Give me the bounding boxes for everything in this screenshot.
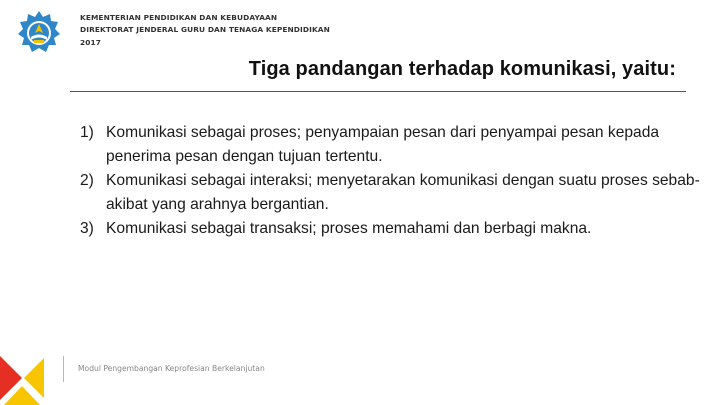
list-number: 1) (80, 124, 94, 141)
tut-wuri-handayani-logo (16, 9, 62, 55)
list-item (80, 121, 700, 169)
list-text: Komunikasi sebagai interaksi; menyetarakan komunikasi dengan suatu proses sebab-akibat yang arahnya bergantian. (106, 172, 700, 213)
title-divider (70, 91, 686, 92)
institution-name (80, 12, 330, 49)
list-text: Komunikasi sebagai proses; penyampaian pesan dari penyampai pesan kepada penerima pesan dengan tujuan tertentu. (106, 124, 660, 165)
institution-line: 2017 (80, 37, 101, 47)
slide-title: Tiga pandangan terhadap komunikasi, yaitu: (248, 58, 676, 80)
list-item (80, 217, 700, 241)
institution-line: KEMENTERIAN PENDIDIKAN DAN KEBUDAYAAN (80, 13, 278, 22)
header (16, 9, 716, 49)
institution-line: DIREKTORAT JENDERAL GURU DAN TENAGA KEPENDIDIKAN (80, 25, 330, 35)
content-list (80, 121, 700, 241)
list-number: 2) (80, 172, 94, 189)
list-number: 3) (80, 220, 94, 237)
list-text: Komunikasi sebagai transaksi; proses memahami dan berbagi makna. (106, 220, 592, 237)
corner-decoration (0, 348, 46, 405)
footer-text: Modul Pengembangan Keprofesian Berkelanjutan (78, 364, 265, 373)
list-item (80, 169, 700, 217)
footer-divider (63, 356, 64, 382)
